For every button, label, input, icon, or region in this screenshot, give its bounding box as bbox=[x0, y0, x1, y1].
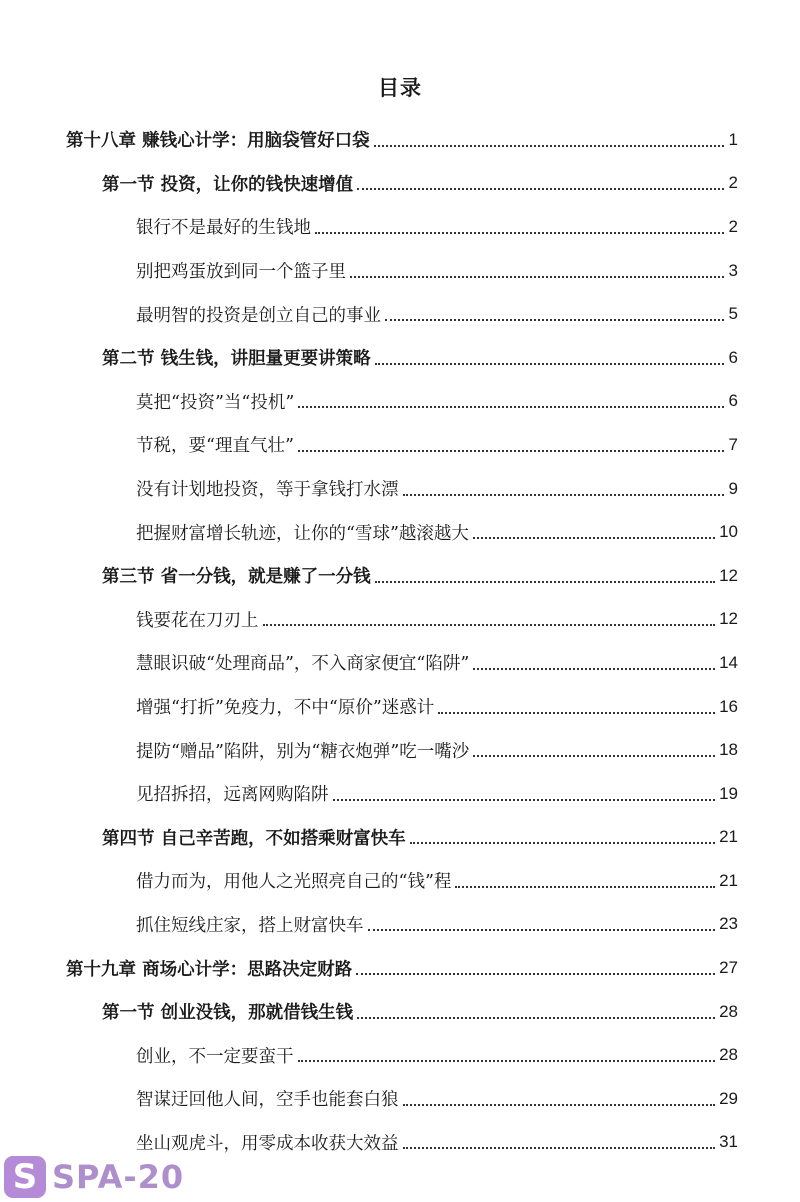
toc-page-number: 28 bbox=[719, 1001, 738, 1021]
toc-entry-title: 借力而为，用他人之光照亮自己的“钱”程 bbox=[136, 872, 452, 893]
toc-page-number: 14 bbox=[719, 652, 738, 672]
toc-subsection-entry[interactable] bbox=[0, 598, 800, 642]
toc-entry-title: 最明智的投资是创立自己的事业 bbox=[136, 305, 381, 326]
toc-subsection-entry[interactable] bbox=[0, 467, 800, 511]
toc-page-number: 28 bbox=[719, 1045, 738, 1065]
toc-subsection-entry[interactable] bbox=[0, 510, 800, 554]
toc-entry-title: 智谋迂回他人间，空手也能套白狼 bbox=[136, 1090, 399, 1111]
toc-subsection-entry[interactable] bbox=[0, 380, 800, 424]
toc-dot-leader bbox=[438, 712, 715, 714]
toc-subsection-entry[interactable] bbox=[0, 292, 800, 336]
toc-dot-leader bbox=[298, 450, 724, 452]
toc-entry-title: 第三节 省一分钱，就是赚了一分钱 bbox=[102, 567, 371, 588]
toc-page-number: 21 bbox=[719, 827, 738, 847]
toc-subsection-entry[interactable] bbox=[0, 423, 800, 467]
toc-entry-title: 第十八章 赚钱心计学：用脑袋管好口袋 bbox=[66, 131, 370, 152]
toc-subsection-entry[interactable] bbox=[0, 728, 800, 772]
toc-entry-title: 第一节 创业没钱，那就借钱生钱 bbox=[102, 1003, 354, 1024]
toc-page-number: 19 bbox=[719, 783, 738, 803]
table-of-contents bbox=[0, 118, 800, 1164]
toc-page-number: 1 bbox=[728, 129, 738, 149]
toc-page-number: 31 bbox=[719, 1132, 738, 1152]
toc-page-number: 29 bbox=[719, 1088, 738, 1108]
toc-dot-leader bbox=[410, 842, 715, 844]
toc-page-number: 5 bbox=[728, 304, 738, 324]
watermark-text: SPA-20 bbox=[52, 1158, 185, 1196]
toc-dot-leader bbox=[350, 276, 724, 278]
toc-page-number: 16 bbox=[719, 696, 738, 716]
toc-entry-title: 创业，不一定要蛮干 bbox=[136, 1046, 294, 1067]
toc-entry-title: 第四节 自己辛苦跑，不如搭乘财富快车 bbox=[102, 828, 406, 849]
toc-dot-leader bbox=[368, 929, 716, 931]
watermark-logo bbox=[4, 1156, 184, 1198]
toc-subsection-entry[interactable] bbox=[0, 249, 800, 293]
toc-page-number: 10 bbox=[719, 522, 738, 542]
toc-entry-title: 钱要花在刀刃上 bbox=[136, 610, 259, 631]
toc-entry-title: 提防“赠品”陷阱，别为“糖衣炮弹”吃一嘴沙 bbox=[136, 741, 470, 762]
toc-subsection-entry[interactable] bbox=[0, 1033, 800, 1077]
toc-dot-leader bbox=[357, 1017, 715, 1019]
toc-chapter-entry[interactable] bbox=[0, 946, 800, 990]
toc-page-number: 7 bbox=[728, 434, 738, 454]
toc-subsection-entry[interactable] bbox=[0, 685, 800, 729]
toc-subsection-entry[interactable] bbox=[0, 205, 800, 249]
toc-page-number: 6 bbox=[728, 391, 738, 411]
toc-subsection-entry[interactable] bbox=[0, 641, 800, 685]
toc-page-number: 21 bbox=[719, 870, 738, 890]
toc-entry-title: 抓住短线庄家，搭上财富快车 bbox=[136, 915, 364, 936]
toc-page-number: 12 bbox=[719, 565, 738, 585]
toc-dot-leader bbox=[356, 973, 715, 975]
toc-section-entry[interactable] bbox=[0, 554, 800, 598]
toc-page-number: 3 bbox=[728, 260, 738, 280]
toc-dot-leader bbox=[298, 406, 724, 408]
toc-dot-leader bbox=[473, 755, 715, 757]
toc-dot-leader bbox=[374, 145, 724, 147]
toc-dot-leader bbox=[298, 1060, 716, 1062]
page-title: 目录 bbox=[378, 76, 422, 100]
toc-chapter-entry[interactable] bbox=[0, 118, 800, 162]
toc-entry-title: 第十九章 商场心计学：思路决定财路 bbox=[66, 959, 353, 980]
toc-dot-leader bbox=[357, 188, 724, 190]
toc-dot-leader bbox=[263, 624, 716, 626]
toc-page-number: 2 bbox=[728, 216, 738, 236]
toc-dot-leader bbox=[375, 581, 715, 583]
toc-page-number: 6 bbox=[728, 347, 738, 367]
toc-section-entry[interactable] bbox=[0, 336, 800, 380]
watermark-badge-icon: S bbox=[4, 1156, 46, 1198]
toc-page-number: 27 bbox=[719, 958, 738, 978]
toc-entry-title: 节税，要“理直气壮” bbox=[136, 436, 294, 457]
toc-entry-title: 增强“打折”免疫力，不中“原价”迷惑计 bbox=[136, 698, 435, 719]
toc-subsection-entry[interactable] bbox=[0, 903, 800, 947]
toc-subsection-entry[interactable] bbox=[0, 859, 800, 903]
toc-subsection-entry[interactable] bbox=[0, 1077, 800, 1121]
toc-dot-leader bbox=[473, 668, 715, 670]
toc-dot-leader bbox=[455, 886, 715, 888]
toc-entry-title: 没有计划地投资，等于拿钱打水漂 bbox=[136, 480, 399, 501]
toc-page-number: 2 bbox=[728, 173, 738, 193]
toc-dot-leader bbox=[333, 799, 716, 801]
toc-page-number: 9 bbox=[728, 478, 738, 498]
toc-dot-leader bbox=[403, 1147, 716, 1149]
toc-entry-title: 把握财富增长轨迹，让你的“雪球”越滚越大 bbox=[136, 523, 469, 544]
toc-dot-leader bbox=[385, 319, 724, 321]
toc-entry-title: 别把鸡蛋放到同一个篮子里 bbox=[136, 262, 346, 283]
toc-page-number: 18 bbox=[719, 740, 738, 760]
toc-dot-leader bbox=[315, 232, 724, 234]
toc-subsection-entry[interactable] bbox=[0, 772, 800, 816]
toc-entry-title: 第二节 钱生钱，讲胆量更要讲策略 bbox=[102, 349, 371, 370]
toc-entry-title: 银行不是最好的生钱地 bbox=[136, 218, 311, 239]
toc-dot-leader bbox=[473, 537, 715, 539]
toc-page-number: 12 bbox=[719, 609, 738, 629]
toc-section-entry[interactable] bbox=[0, 162, 800, 206]
toc-entry-title: 坐山观虎斗，用零成本收获大效益 bbox=[136, 1133, 399, 1154]
toc-page-number: 23 bbox=[719, 914, 738, 934]
toc-section-entry[interactable] bbox=[0, 816, 800, 860]
toc-dot-leader bbox=[403, 1104, 716, 1106]
toc-entry-title: 见招拆招，远离网购陷阱 bbox=[136, 785, 329, 806]
toc-entry-title: 第一节 投资，让你的钱快速增值 bbox=[102, 174, 354, 195]
toc-entry-title: 慧眼识破“处理商品”，不入商家便宜“陷阱” bbox=[136, 654, 470, 675]
toc-entry-title: 莫把“投资”当“投机” bbox=[136, 392, 295, 413]
toc-dot-leader bbox=[403, 494, 725, 496]
toc-section-entry[interactable] bbox=[0, 990, 800, 1034]
toc-dot-leader bbox=[375, 363, 724, 365]
